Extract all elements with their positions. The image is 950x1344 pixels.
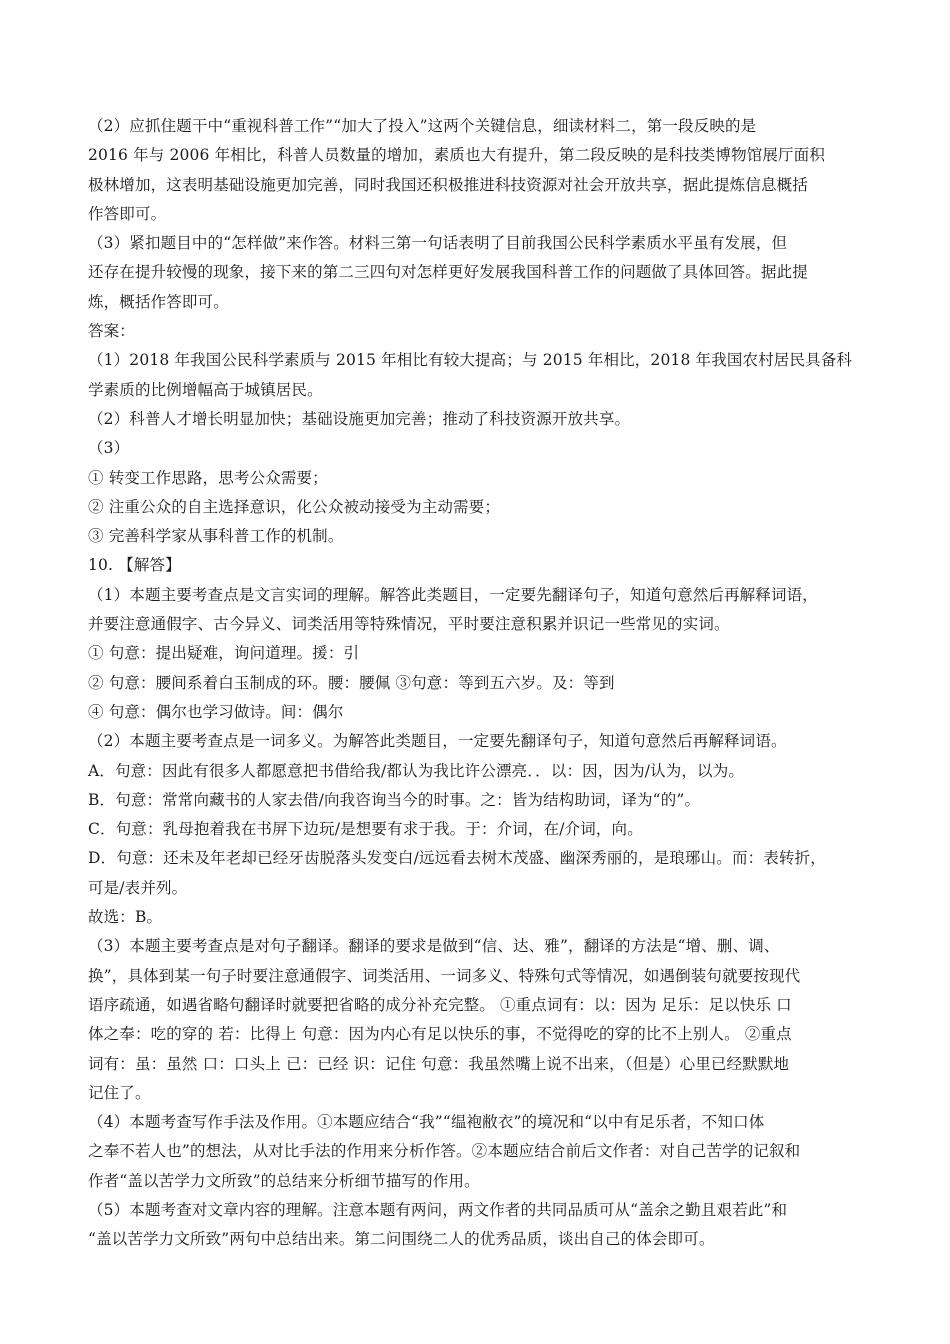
text-line: 2016 年与 2006 年相比，科普人员数量的增加，素质也大有提升，第二段反映的是科技类博物馆展厅面积: [88, 146, 825, 165]
answer-heading: 答案：: [88, 322, 135, 341]
text-line: C．句意：乳母抱着我在书屏下边玩/是想要有求于我。于：介词，在/介词，向。: [88, 820, 643, 839]
text-line: （1）2018 年我国公民科学素质与 2015 年相比有较大提高；与 2015 年相比，2018 年我国农村居民具备科: [88, 351, 853, 370]
text-line: 之奉不若人也”的想法，从对比手法的作用来分析作答。②本题应结合前后文作者：对自己苦学的记叙和: [88, 1142, 801, 1161]
text-line: （2）科普人才增长明显加快；基础设施更加完善；推动了科技资源开放共享。: [88, 409, 631, 428]
text-line: ① 句意：提出疑难，询问道理。援：引: [88, 644, 360, 663]
text-line: 故选：B。: [88, 908, 163, 927]
text-line: （3）本题主要考查点是对句子翻译。翻译的要求是做到“信、达、雅”，翻译的方法是“增、删、调、: [88, 937, 780, 956]
text-line: ③ 完善科学家从事科普工作的机制。: [88, 527, 344, 546]
text-line: （2）应抓住题干中“重视科普工作”“加大了投入”这两个关键信息，细读材料二，第一段反映的是: [88, 117, 757, 135]
text-line: 语序疏通，如遇省略句翻译时就要把省略的成分补充完整。 ①重点词有：以：因为 足乐：足以快乐 口: [88, 995, 792, 1014]
text-line: D．句意：还未及年老却已经牙齿脱落头发变白/远远看去树木茂盛、幽深秀丽的，是琅琊山。而：表转折，: [88, 849, 826, 868]
text-line: B．句意：常常向藏书的人家去借/向我咨询当今的时事。之：皆为结构助词，译为“的”。: [88, 790, 701, 809]
text-line: 还存在提升较慢的现象，接下来的第二三四句对怎样更好发展我国科普工作的问题做了具体回答。据此提: [88, 263, 808, 282]
text-line: 并要注意通假字、古今异义、词类活用等特殊情况，平时要注意积累并识记一些常见的实词。: [88, 615, 730, 634]
text-line: （3）紧扣题目中的“怎样做”来作答。材料三第一句话表明了目前我国公民科学素质水平虽有发展，但: [88, 234, 788, 253]
text-line: （5）本题考查对文章内容的理解。注意本题有两问，两文作者的共同品质可从“盖余之勤且艰若此”和: [88, 1200, 788, 1219]
text-line: 可是/表并列。: [88, 878, 188, 897]
document-page: [88, 112, 878, 1255]
text-line: （3）: [88, 439, 130, 458]
text-line: （2）本题主要考查点是一词多义。为解答此类题目，一定要先翻译句子，知道句意然后再解释词语。: [88, 732, 787, 751]
text-line: “盖以苦学力文所致”两句中总结出来。第二问围绕二人的优秀品质，谈出自己的体会即可。: [88, 1230, 715, 1249]
text-line: 学素质的比例增幅高于城镇居民。: [88, 380, 323, 399]
text-line: 换”，具体到某一句子时要注意通假字、词类活用、一词多义、特殊句式等情况，如遇倒装句就要按现代: [88, 966, 801, 985]
question-10-heading: 10. 【解答】: [88, 556, 181, 575]
text-line: 记住了。: [88, 1083, 151, 1102]
text-line: 作答即可。: [88, 204, 167, 223]
text-line: （4）本题考查写作手法及作用。①本题应结合“我”“缊袍敝衣”的境况和“以中有足乐者，不知口体: [88, 1113, 765, 1132]
text-line: ① 转变工作思路，思考公众需要；: [88, 468, 328, 487]
text-line: （1）本题主要考查点是文言实词的理解。解答此类题目，一定要先翻译句子，知道句意然后再解释词语，: [88, 585, 818, 604]
text-line: 体之奉：吃的穿的 若：比得上 句意：因为内心有足以快乐的事，不觉得吃的穿的比不上别人。 ②重点: [88, 1025, 792, 1044]
text-line: 极林增加，这表明基础设施更加完善，同时我国还积极推进科技资源对社会开放共享，据此提炼信息概括: [88, 175, 808, 194]
text-line: ② 注重公众的自主选择意识，化公众被动接受为主动需要；: [88, 497, 500, 516]
text-line: ② 句意：腰间系着白玉制成的环。腰：腰佩 ③句意：等到五六岁。及：等到: [88, 673, 615, 692]
text-line: 炼，概括作答即可。: [88, 292, 229, 311]
text-line: 词有：虽：虽然 口：口头上 已：已经 识：记住 句意：我虽然嘴上说不出来，（但是）心里已经默默地: [88, 1054, 790, 1073]
text-line: A．句意：因此有很多人都愿意把书借给我/都认为我比许公漂亮．．以：因，因为/认为，以为。: [88, 761, 744, 780]
text-line: 作者“盖以苦学力文所致”的总结来分析细节描写的作用。: [88, 1171, 480, 1190]
text-line: ④ 句意：偶尔也学习做诗。间：偶尔: [88, 702, 344, 721]
